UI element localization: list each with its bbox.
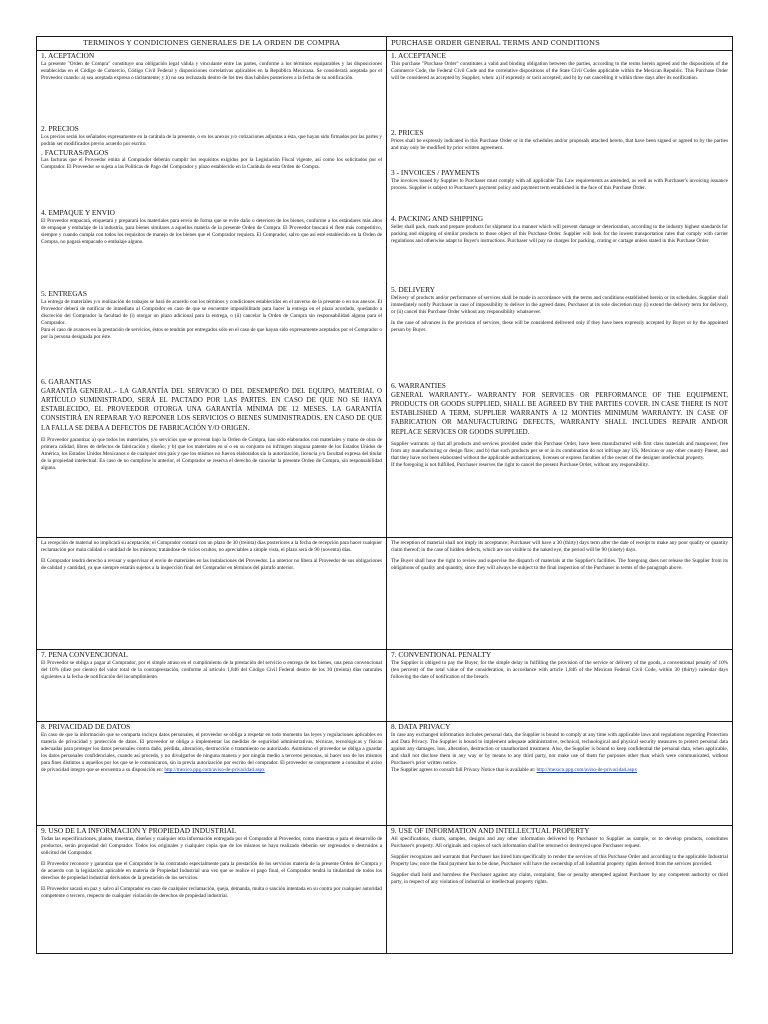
section-propiedad xyxy=(37,825,386,953)
section-text: Delivery of products and/or performance of services shall be made in accordance with the terms and conditions established herein or its schedules. Supplier shall immediately notify Purchaser in case of impossibility to deliver in the agreed dates, Purchaser at its sole discretion may (i) extend the delivery term for delivery, or (ii) cancel this Purchase Order without any responsibility whatsoever. xyxy=(391,294,728,315)
section-heading: 9. USO DE LA INFORMACION Y PROPIEDAD INDUSTRIAL xyxy=(41,826,237,835)
section-prices xyxy=(387,128,732,160)
spanish-column xyxy=(37,37,387,953)
section-text: El Proveedor sacará en paz y salvo al Comprador en caso de cualquier reclamación, queja, demanda, multa o sanción intentada en su contra por cualquier autoridad competente o tercero, respecto de cualquier violación de derechos de propiedad industrial. xyxy=(41,886,382,900)
section-text: La recepción de material no implicará su aceptación; el Comprador contará con un plazo de 30 (treinta) días posteriores a la fecha de recepción para hacer cualquier reclamación por mala calidad o cantidad de los mismos; tratándose de vicios ocultos, no apreciables a simple vista, el plazo será de 90 (noventa) días. xyxy=(41,540,382,554)
section-text: El Proveedor se obliga a pagar al Comprador, por el simple atraso en el cumplimiento de la prestación del servicio o entrega de los bienes, una pena convencional del 10% (diez por ciento) del valor total de la contraprestación, conforme al artículo 1,846 del Código Civil Federal dentro de los 30 (treinta) días naturales siguientes a la fecha de notificación del incumplimiento. xyxy=(41,659,382,680)
section-heading: 6. WARRANTIES xyxy=(391,381,446,390)
section-penalty xyxy=(387,649,732,720)
section-recepcion xyxy=(37,537,386,647)
warranty-caps-text: GARANTÍA GENERAL.- LA GARANTÍA DEL SERVICIO O DEL DESEMPEÑO DEL EQUIPO, MATERIAL O ARTÍCULO SUMINISTRADO, SERÁ EL PACTADO POR LAS PARTES. EN CASO DE QUE NO SE HAYA ESTABLECIDO, EL PROVEEDOR OTORGA UNA GARANTÍA MÍNIMA DE 12 MESES. LA GARANTÍA CONSISTIRÁ EN REPARAR Y/O REPONER LOS SERVICIOS O BIENES SUMINISTRADOS, EN CASO DE QUE LA FALLA SE DEBA A DEFECTOS DE FABRICACIÓN Y/O ORIGEN. xyxy=(41,387,382,432)
section-text: In the case of advances in the provision of services, these will be considered delivered only if they have been expressly accepted by Buyer or by the appointed person by Buyer. xyxy=(391,319,728,333)
section-heading: 2. PRICES xyxy=(391,128,424,137)
section-packing xyxy=(387,214,732,276)
privacy-text: En caso de que la información que se comparta incluya datos personales, el proveedor se obliga a respetar en todo momento las leyes y regulaciones aplicables en materia de privacidad y protección de datos. El proveedor se obliga a implementar las medidas de seguridad administrativas, técnicas, tecnológicas y físicas adecuadas para proteger los datos personales contra daño, pérdida, alteración, destrucción o tratamiento no autorizado. Asimismo el proveedor se obliga a guardar los datos personales confidenciales, cuando así proceda, y no divulgarlos de ninguna manera y por ningún medio a terceros personas, ni hacer uso de los mismos para fines distintos a aquellos por los que se le comunicaron, sin la previa autorización por escrito del comprador. El proveedor se compromete a consultar el aviso de privacidad integro que se encuentra a su disposición en: xyxy=(41,731,382,774)
privacy-consult-text: The Supplier agrees to consult full Privacy Notice that is available at: xyxy=(391,767,536,774)
section-entregas xyxy=(37,289,386,374)
section-privacidad xyxy=(37,721,386,823)
section-data-privacy xyxy=(387,721,732,823)
section-text: Las facturas que el Proveedor emita al Comprador deberán cumplir los requisitos exigidos por la Legislación Fiscal vigente, así como los solicitados por el Comprador. El Proveedor se sujeta a las Políticas de Pago del Comprador y plazo establecido en la Carátula de esta Orden de Compra. xyxy=(41,157,382,171)
section-heading: 3 - INVOICES / PAYMENTS xyxy=(391,168,480,177)
section-heading: 7. PENA CONVENCIONAL xyxy=(41,650,128,659)
section-text: La presente "Orden de Compra" constituye una obligación legal válida y vinculante entre las partes, conforme a los términos equiparables y las disposiciones establecidas en el Código de Comercio, Código Civil Federal y disposiciones correlativas aplicables en la República Mexicana. Se considerará aceptada por el Proveedor cuando: a) sea aceptada expresa o tácitamente; y b) no sea rechazada dentro de los tres días hábiles posteriores a la fecha de su notificación. xyxy=(41,60,382,81)
spanish-title: TERMINOS Y CONDICIONES GENERALES DE LA ORDEN DE COMPRA xyxy=(37,37,386,51)
section-text xyxy=(41,732,382,775)
section-heading: 8. DATA PRIVACY xyxy=(391,722,451,731)
english-title: PURCHASE ORDER GENERAL TERMS AND CONDITIONS xyxy=(387,37,732,51)
section-heading: 8. PRIVACIDAD DE DATOS xyxy=(41,722,131,731)
terms-document xyxy=(36,36,733,954)
section-heading: 4. EMPAQUE Y ENVIO xyxy=(41,208,115,217)
section-text: All specifications, charts, samples, designs and any other information delivered by Purchaser to Supplier as sample, or to develop products, constitutes Purchaser's property. All originals and copies of such information shall be returned or destroyed upon Purchaser request. xyxy=(391,835,728,849)
section-text: El Proveedor garantiza: a) que todos los materiales, y/o servicios que se provean bajo la Orden de Compra, han sido elaborados con materiales y mano de obra de primera calidad, libres de defectos de fabricación y diseño; y b) que los materiales en sí o en su conjunto no infringen ninguna patente de los Estados Unidos de América, los Estados Unidos Mexicanos o de cualquier otro país y que los mismos no fueron elaborados sin la autorización, licencia y/o facultad expresa del titular de la propiedad intelectual. En caso de no cumplirse lo anterior, el Comprador se reserva el derecho de cancelar la presente Orden de Compra, sin responsabilidad alguna. xyxy=(41,437,382,472)
section-pena xyxy=(37,649,386,720)
section-heading: 4. PACKING AND SHIPPING xyxy=(391,214,484,223)
section-text xyxy=(391,767,728,774)
privacy-link[interactable]: http://mexico.ppg.com/aviso-de-privacidad.aspx xyxy=(536,767,637,774)
section-text: El Proveedor reconoce y garantiza que el Comprador le ha contratado especialmente para la prestación de los servicios materia de la presente Orden de Compra y de acuerdo con la legislación aplicable en materia de Propiedad Industrial una vez que se realice el pago final, el Comprador tendrá la titularidad de todos los derechos de propiedad industrial derivados de la prestación de los servicios. xyxy=(41,860,382,882)
section-text: Supplier shall hold and harmless the Purchaser against any claim, complaint, fine or penalty attempted against Purchaser by any competent authority or third party, in respect of any violation of industrial or intellectual property rights. xyxy=(391,871,728,886)
section-text: Seller shall pack, mark and prepare products for shipment in a manner which will prevent damage or deterioration, according to the industry highest standards for packing and shipping of similar products to those object of this Purchase Order. Supplier will look for the lowest transportation rates that comply with carrier regulations and otherwise adapt to Buyer's instructions. Purchaser will pay no charges for packing, crating or cartage unless stated in this Purchase Order. xyxy=(391,223,728,244)
section-text: Los precios serán los señalados expresamente en la carátula de la presente, o en los anexos y/o cotizaciones adjuntas a ésta, que hayan sido firmados por las partes y podrán ser modificados previo acuerdo por escrito. xyxy=(41,133,382,147)
section-delivery xyxy=(387,285,732,369)
section-text: The invoices issued by Supplier to Purchaser must comply with all applicable Tax Law requirements as amended, as well as with Purchaser's invoicing issuance process. Supplier is subject to Purchaser's payment policy and payment term established in the face of this Purchase Order. xyxy=(391,177,728,191)
section-text: If the foregoing is not fulfilled, Purchaser reserves the right to cancel the present Purchase Order, without any responsibility. xyxy=(391,462,650,469)
section-heading: 1. ACEPTACION xyxy=(41,51,95,60)
section-heading: 6. GARANTIAS xyxy=(41,377,92,386)
section-text: Supplier warrants: a) that all products and services provided under this Purchase Order, have been manufactured with first class materials and manpower, free from any manufacturing or design flaw; and b) that such products per se or in its combination do not infringe any US, Mexican or any other country Patent, and that they have not been elaborated without the applicable authorizations, licenses or express faculties of the owner of the designer intellectual property. xyxy=(391,441,728,462)
section-garantias xyxy=(37,377,386,548)
section-text: Supplier recognizes and warrants that Purchaser has hired him specifically to render the services of this Purchase Order and according to the applicable Industrial Property law, once the final payment has to be done, Purchaser will have the ownership of all industrial property rights derived from the services provided. xyxy=(391,853,728,867)
section-text: Para el caso de avances en la prestación de servicios, éstos se tendrán por entregados sólo en el caso de que hayan sido expresamente aceptados por el Comprador o por la persona designada por éste. xyxy=(41,326,382,341)
section-text: La entrega de materiales y/o realización de trabajos se hará de acuerdo con los términos y condiciones establecidos en el anverso de la presente o en sus anexos. El Proveedor deberá de notificar de inmediato al Comprador en caso de que se encuentre imposibilitado para hacer la entrega en el plazo acordado, quedando a discreción del Comprador la facultad de (i) otorgar un plazo adicional para la entrega, o (ii) cancelar la Orden de Compra sin responsabilidad alguna para el Comprador. xyxy=(41,298,382,326)
section-empaque xyxy=(37,208,386,286)
section-invoices xyxy=(387,168,732,210)
section-aceptacion xyxy=(37,51,386,122)
section-text: Todas las especificaciones, planos, muestras, diseños y cualquier otra información entregada por el Comprador al Proveedor, como muestras o para el desarrollo de productos, serán propiedad del Comprador. Todos los originales y cualquier copia que de los mismos se haya realizado deberán ser regresados o destruidos a solicitud del Comprador. xyxy=(41,835,382,856)
section-text: This purchase "Purchase Order" constitutes a valid and binding obligation between the parties, according to the terms herein agreed and the dispositions of the Commerce Code, the Federal Civil Code and the correlative dispositions of the State Civil Codes applicable within the Mexican Republic. This Purchase Order will be considered as accepted by Supplier, when: a) if expressly or tacit accepted; and b) by not cancelling it within three days after its notification. xyxy=(391,60,728,81)
section-subheading: . FACTURAS/PAGOS xyxy=(41,147,109,157)
section-text: The reception of material shall not imply its acceptance; Purchaser will have a 30 (thirty) days term after the date of receipt to make any poor quality or quantity claim thereof; in the case of hidden defects, which are not visible to the naked eye, the period will be 90 (ninety) days. xyxy=(391,540,728,554)
section-heading: 2. PRECIOS xyxy=(41,124,79,133)
section-acceptance xyxy=(387,51,732,131)
section-heading: 5. ENTREGAS xyxy=(41,289,87,298)
english-column xyxy=(387,37,732,953)
section-text: The Supplier is obliged to pay the Buyer, for the simple delay in fulfilling the provision of the service or delivery of the goods, a conventional penalty of 10% (ten percent) of the total value of the consideration, in accordance with article 1,846 of the Mexican Federal Civil Code, within 30 (thirty) calendar days following the date of notification of the breach. xyxy=(391,659,728,680)
section-heading: 7. CONVENTIONAL PENALTY xyxy=(391,650,492,659)
section-text: Prices shall be expressly indicated in this Purchase Order or in the schedules and/or proposals attached hereto, that have been signed or agreed to by the parties and may only be modified by prior written agreement. xyxy=(391,137,728,151)
section-reception xyxy=(387,537,732,647)
privacy-link[interactable]: http://mexico.ppg.com/aviso-de-privacidad.aspx xyxy=(164,767,265,774)
section-heading: 5. DELIVERY xyxy=(391,285,435,294)
section-intellectual-property xyxy=(387,825,732,953)
section-text: El Comprador tendrá derecho a revisar y supervisar el envío de materiales en las instalaciones del Proveedor. Lo anterior no libera al Proveedor de sus obligaciones de calidad y cantidad, ya que siempre estarán sujetos a la inspección final del Comprador en términos del párrafo anterior. xyxy=(41,558,382,572)
section-text: The Buyer shall have the right to review and supervise the dispatch of materials at the Supplier's facilities. The foregoing does not release the Supplier from its obligations of quality and quantity, since they will always be subject to the final inspection of the Purchaser in terms of the paragraph above. xyxy=(391,558,728,572)
section-text: El Proveedor empacará, etiquetará y preparará los materiales para envío de forma que se evite daño o deterioro de los bienes, conforme a los estándares más altos de empaque y embalaje de la industria, para bienes similares a aquellos materia de la presente Orden de Compra. El Proveedor buscará el flete más competitivo, siempre y cuando cumpla con todos los requisitos de manejo de los bienes que el Comprador requiera. El Comprador, salvo que así esté establecido en la Orden de Compra, no pagará empacado o embalaje alguno. xyxy=(41,217,382,245)
section-warranties xyxy=(387,381,732,539)
section-heading: 1. ACCEPTANCE xyxy=(391,51,446,60)
section-text: In case any exchanged information includes personal data, the Supplier is bound to comply at any time with applicable laws and regulations regarding Protection and Data Privacy. The Supplier is bound to implement adequate administrative, technical, technological and physical security measures to protect personal data against any damages, loss, alteration, destruction or unauthorized treatment. Also, the Supplier is bound to keep confidential the personal data, when applicable, and shall not disclose them in any way or by means to any third party, nor make use of them for purposes other than which were communicated, without Purchaser's prior written notice. xyxy=(391,731,728,766)
warranty-caps-text: GENERAL WARRANTY.- WARRANTY FOR SERVICES OR PERFORMANCE OF THE EQUIPMENT, PRODUCTS OR GOODS SUPPLIED, SHALL BE AGREED BY THE PARTIES COVER. IN CASE THERE IS NOT ESTABLISHED A TERM, SUPPLIER WARRANTS A 12 MONTHS MINIMUM WARRANTY. IN CASE OF FABRICATION OR MANUFACTURING DEFECTS, WARRANTY SHALL INCLUDES REPAIR AND/OR REPLACE SERVICES OR GOODS SUPPLIED. xyxy=(391,391,728,436)
section-heading: 9. USE OF INFORMATION AND INTELLECTUAL PROPERTY xyxy=(391,826,590,835)
